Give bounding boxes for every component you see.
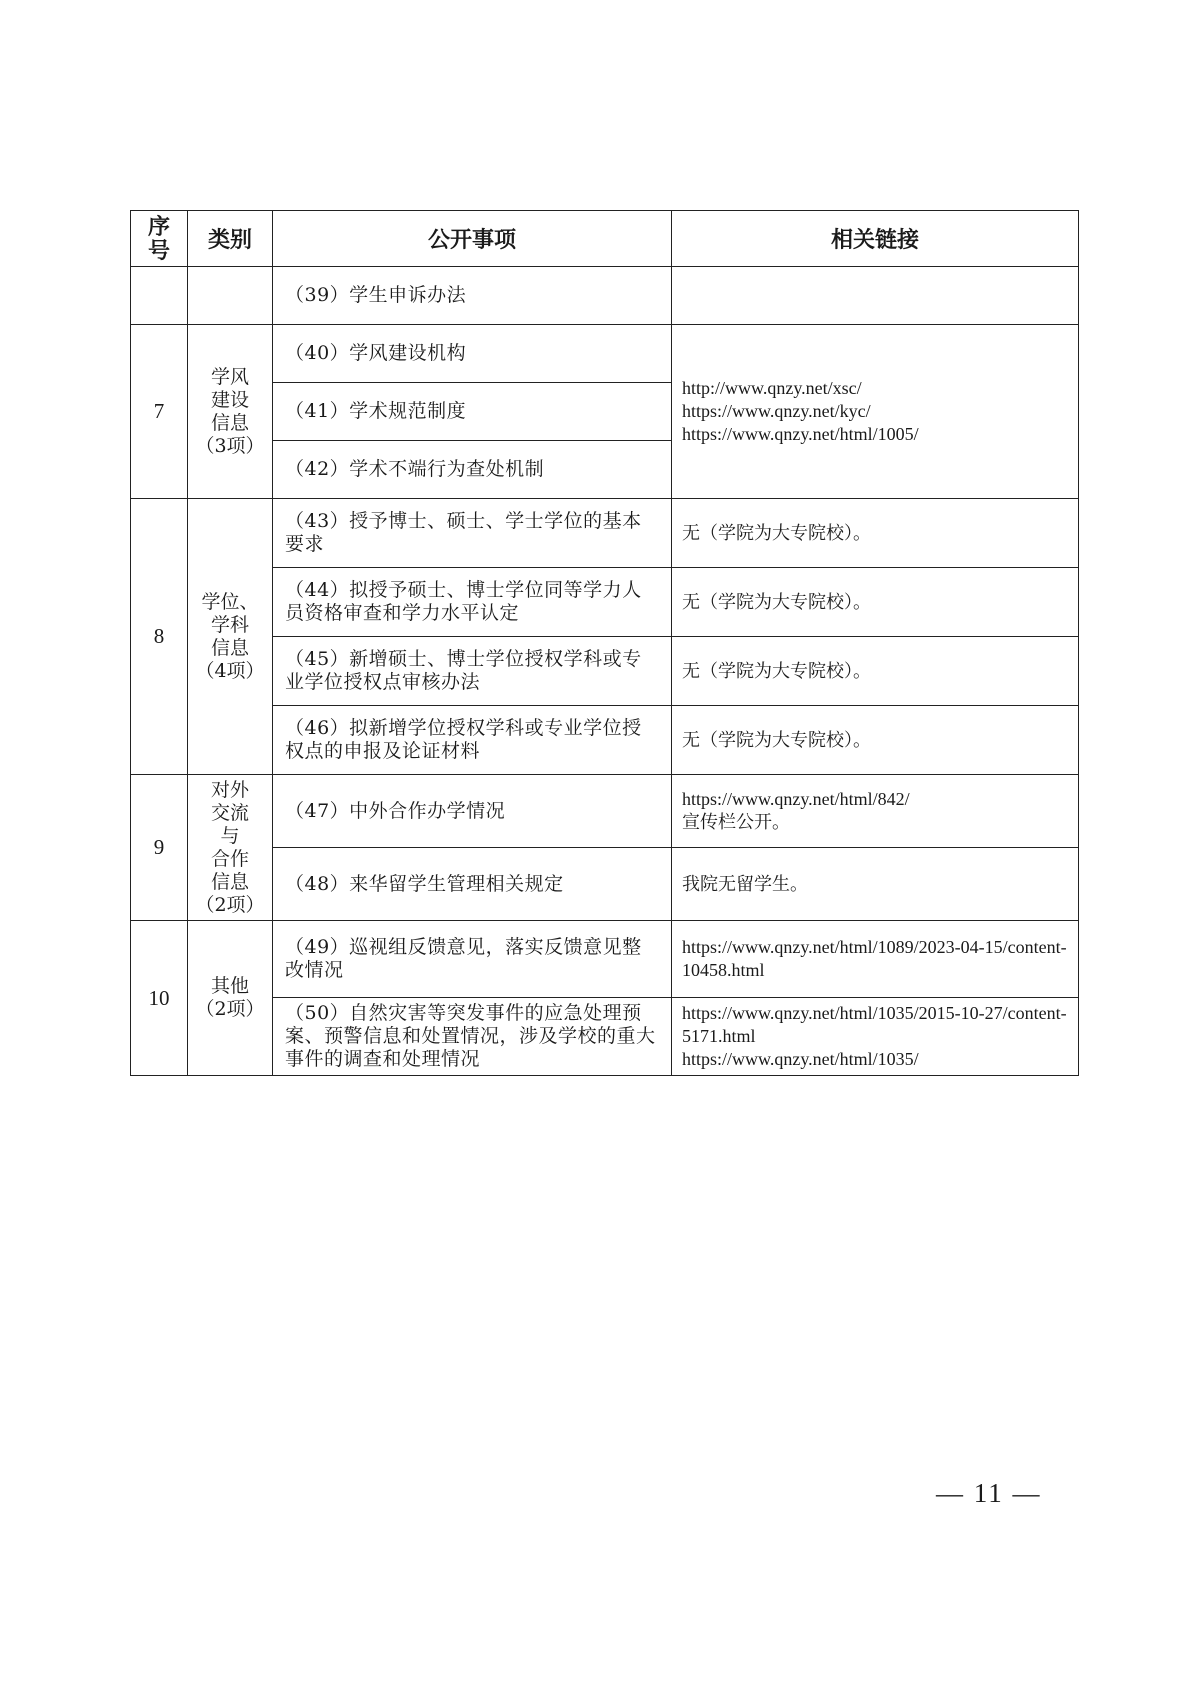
link-46: 无（学院为大专院校）。 bbox=[672, 706, 1079, 775]
table-row bbox=[131, 998, 1079, 1076]
table-row bbox=[131, 568, 1079, 637]
table-row bbox=[131, 499, 1079, 568]
row-no-7: 7 bbox=[131, 325, 188, 499]
category-line: 学风 bbox=[210, 365, 249, 388]
category-line: 交流 bbox=[210, 801, 249, 824]
table-row bbox=[131, 921, 1079, 998]
page-number: — 11 — bbox=[936, 1478, 1042, 1508]
category-line: 信息 bbox=[210, 636, 249, 659]
item-46: （46）拟新增学位授权学科或专业学位授权点的申报及论证材料 bbox=[273, 706, 672, 775]
table-row bbox=[131, 637, 1079, 706]
row-no-10: 10 bbox=[131, 921, 188, 1076]
category-line: 其他 bbox=[210, 975, 249, 997]
category-line: 合作 bbox=[210, 847, 249, 870]
link-text[interactable]: https://www.qnzy.net/html/1035/ bbox=[682, 1049, 919, 1069]
table-row bbox=[131, 848, 1079, 921]
link-text[interactable]: https://www.qnzy.net/html/1089/2023-04-15/content-10458.html bbox=[682, 937, 1067, 980]
row-no-9: 9 bbox=[131, 775, 188, 921]
link-47 bbox=[672, 775, 1079, 848]
header-category: 类别 bbox=[188, 211, 273, 267]
link-text[interactable]: https://www.qnzy.net/html/842/ bbox=[682, 789, 910, 809]
category-line: 信息 bbox=[210, 870, 249, 893]
category-line: 信息 bbox=[210, 411, 249, 434]
link-44: 无（学院为大专院校）。 bbox=[672, 568, 1079, 637]
category-line: （2项） bbox=[195, 998, 265, 1020]
link-text[interactable]: https://www.qnzy.net/kyc/ bbox=[682, 401, 871, 421]
category-8 bbox=[188, 499, 273, 775]
table-row bbox=[131, 706, 1079, 775]
disclosure-table bbox=[130, 210, 1079, 1076]
table-row bbox=[131, 267, 1079, 325]
category-line: （3项） bbox=[195, 434, 265, 457]
header-item: 公开事项 bbox=[273, 211, 672, 267]
link-45: 无（学院为大专院校）。 bbox=[672, 637, 1079, 706]
table-row bbox=[131, 775, 1079, 848]
row-no-cell bbox=[131, 267, 188, 325]
header-no-label: 序号 bbox=[147, 213, 170, 264]
item-42: （42）学术不端行为查处机制 bbox=[273, 441, 672, 499]
category-line: 对外 bbox=[210, 778, 249, 801]
item-41: （41）学术规范制度 bbox=[273, 383, 672, 441]
category-9 bbox=[188, 775, 273, 921]
link-text[interactable]: https://www.qnzy.net/html/1005/ bbox=[682, 424, 919, 444]
row-no-8: 8 bbox=[131, 499, 188, 775]
item-39: （39）学生申诉办法 bbox=[273, 267, 672, 325]
table-row bbox=[131, 325, 1079, 383]
link-39 bbox=[672, 267, 1079, 325]
category-line: 与 bbox=[220, 824, 240, 847]
link-48: 我院无留学生。 bbox=[672, 848, 1079, 921]
item-40: （40）学风建设机构 bbox=[273, 325, 672, 383]
category-7 bbox=[188, 325, 273, 499]
category-line: 学科 bbox=[210, 613, 249, 636]
item-44: （44）拟授予硕士、博士学位同等学力人员资格审查和学力水平认定 bbox=[273, 568, 672, 637]
item-43: （43）授予博士、硕士、学士学位的基本要求 bbox=[273, 499, 672, 568]
link-text[interactable]: http://www.qnzy.net/xsc/ bbox=[682, 378, 862, 398]
header-no bbox=[131, 211, 188, 267]
category-line: （4项） bbox=[195, 659, 265, 682]
item-47: （47）中外合作办学情况 bbox=[273, 775, 672, 848]
item-49: （49）巡视组反馈意见，落实反馈意见整改情况 bbox=[273, 921, 672, 998]
category-line: 建设 bbox=[210, 388, 249, 411]
table-header-row bbox=[131, 211, 1079, 267]
links-7 bbox=[672, 325, 1079, 499]
category-line: 学位、 bbox=[201, 590, 259, 613]
row-category-cell bbox=[188, 267, 273, 325]
item-45: （45）新增硕士、博士学位授权学科或专业学位授权点审核办法 bbox=[273, 637, 672, 706]
category-line: （2项） bbox=[195, 893, 265, 916]
item-48: （48）来华留学生管理相关规定 bbox=[273, 848, 672, 921]
header-link: 相关链接 bbox=[672, 211, 1079, 267]
link-note: 宣传栏公开。 bbox=[682, 812, 790, 833]
link-text[interactable]: https://www.qnzy.net/html/1035/2015-10-27/content-5171.html bbox=[682, 1003, 1067, 1046]
link-49 bbox=[672, 921, 1079, 998]
link-50 bbox=[672, 998, 1079, 1076]
item-50: （50）自然灾害等突发事件的应急处理预案、预警信息和处置情况，涉及学校的重大事件的调查和处理情况 bbox=[273, 998, 672, 1076]
link-43: 无（学院为大专院校）。 bbox=[672, 499, 1079, 568]
category-10 bbox=[188, 921, 273, 1076]
